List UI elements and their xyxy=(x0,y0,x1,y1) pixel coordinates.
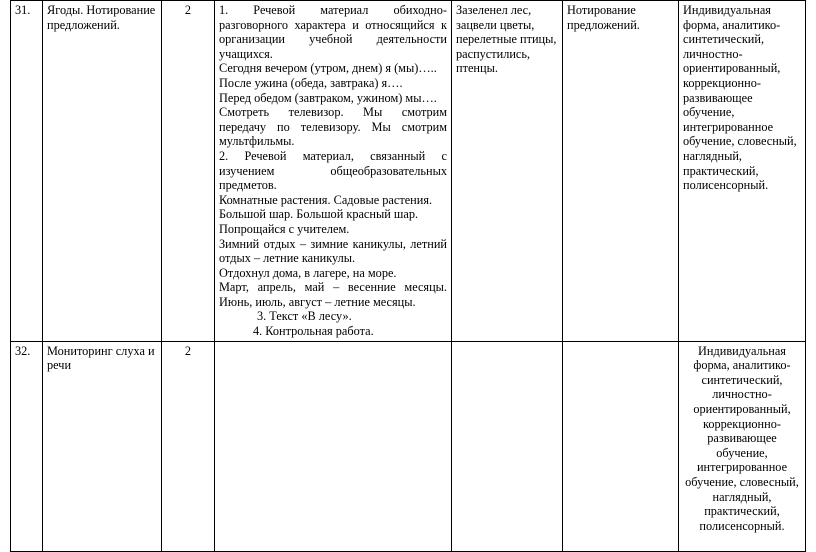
material-line: Отдохнул дома, в лагере, на море. xyxy=(219,265,397,280)
material-line: Зимний отдых – зимние каникулы, летний xyxy=(219,236,447,251)
material-line: После ужина (обеда, завтрака) я…. xyxy=(219,75,403,90)
goal-cell: Нотирование предложений. xyxy=(563,1,679,342)
methods-cell: Индивидуальная форма, аналитико-синтетический, личностно-ориентированный, коррекционно-развивающее обучение, интегрированное обучение, словесный, наглядный, практический, полисенсорный. xyxy=(679,1,806,342)
lesson-number: 32. xyxy=(11,341,43,551)
material-line: разговорного характера и относящийся к xyxy=(219,17,447,32)
material-line: учащихся. xyxy=(219,46,273,61)
material-line: Июнь, июль, август – летние месяцы. xyxy=(219,294,416,309)
goal-cell xyxy=(563,341,679,551)
methods-cell: Индивидуальная форма, аналитико-синтетический, личностно-ориентированный, коррекционно-развивающее обучение, интегрированное обучение, словесный, наглядный, практический, полисенсорный. xyxy=(679,341,806,551)
lesson-hours: 2 xyxy=(162,341,215,551)
table-row xyxy=(11,1,806,342)
lesson-topic: Мониторинг слуха и речи xyxy=(43,341,162,551)
material-line: 2. Речевой материал, связанный с xyxy=(219,148,447,163)
material-line: отдых – летние каникулы. xyxy=(219,251,356,266)
lesson-number: 31. xyxy=(11,1,43,342)
lesson-hours: 2 xyxy=(162,1,215,342)
speech-material-cell xyxy=(215,1,452,342)
material-line: 4. Контрольная работа. xyxy=(253,324,374,339)
lesson-topic: Ягоды. Нотирование предложений. xyxy=(43,1,162,342)
material-line: Большой шар. Большой красный шар. xyxy=(219,207,419,222)
material-line: Перед обедом (завтраком, ужином) мы…. xyxy=(219,90,437,105)
material-line: организации учебной деятельности xyxy=(219,32,447,47)
vocabulary-cell xyxy=(452,341,563,551)
speech-material-cell xyxy=(215,341,452,551)
material-line: Смотреть телевизор. Мы смотрим xyxy=(219,105,447,120)
material-line: Попрощайся с учителем. xyxy=(219,221,350,236)
material-line: мультфильмы. xyxy=(219,134,295,149)
material-line: Март, апрель, май – весенние месяцы. xyxy=(219,280,447,295)
vocabulary-cell: Зазеленел лес, зацвели цветы, перелетные птицы, распустились, птенцы. xyxy=(452,1,563,342)
table-row xyxy=(11,341,806,551)
material-line: Сегодня вечером (утром, днем) я (мы)….. xyxy=(219,61,437,76)
material-line: 1. Речевой материал обиходно- xyxy=(219,3,447,17)
material-line: передачу по телевизору. Мы смотрим xyxy=(219,119,447,134)
material-line: предметов. xyxy=(219,178,277,193)
material-line: 3. Текст «В лесу». xyxy=(257,309,352,324)
lesson-plan-table xyxy=(10,0,806,552)
material-line: Комнатные растения. Садовые растения. xyxy=(219,192,433,207)
material-line: изучением общеобразовательных xyxy=(219,163,447,178)
